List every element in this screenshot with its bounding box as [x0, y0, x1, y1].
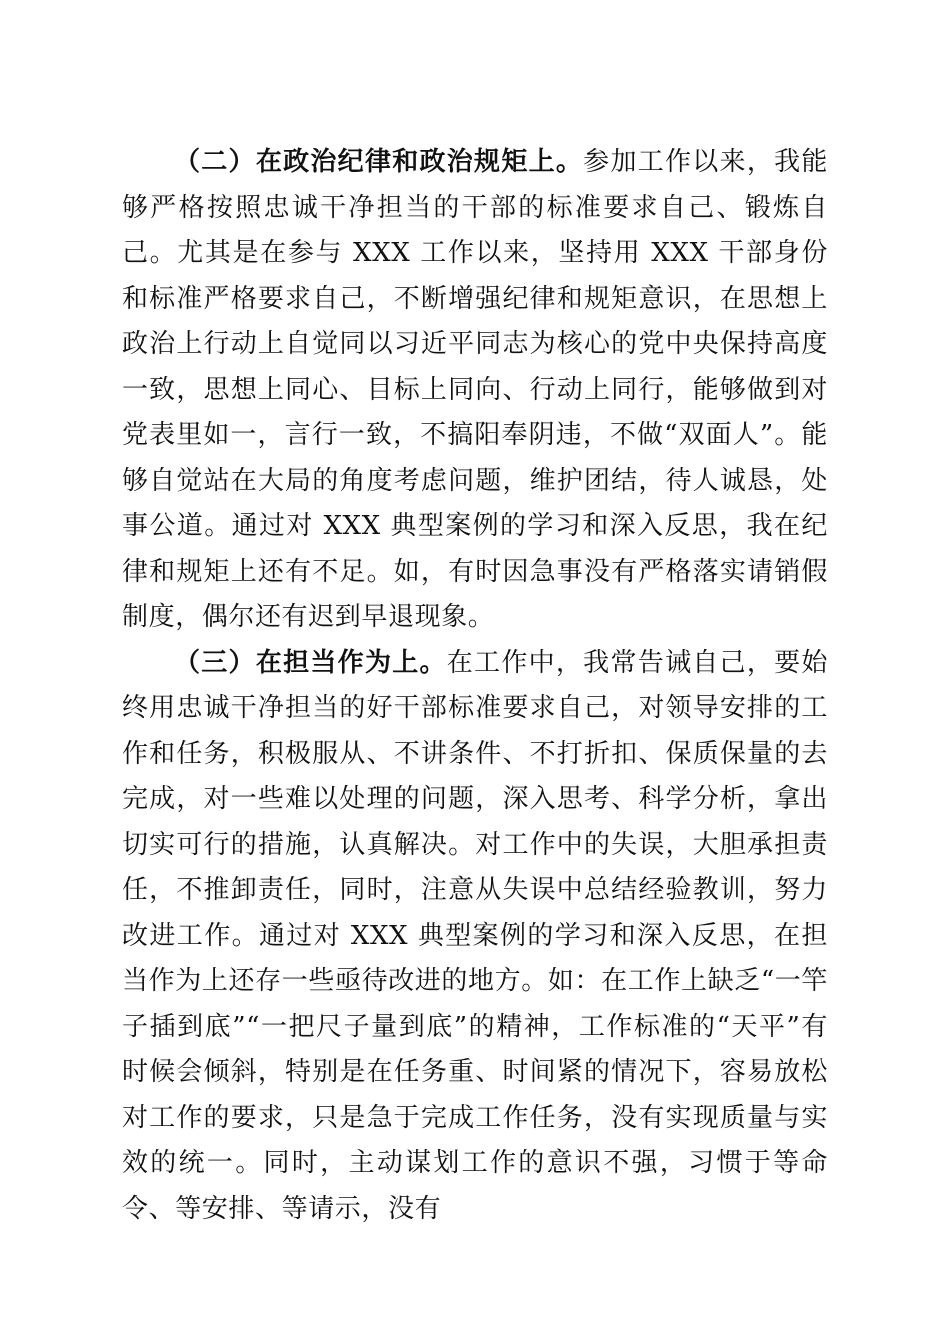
paragraph-text: 在工作中，我常告诫自己，要始终用忠诚干净担当的好干部标准要求自己，对领导安排的工作和任务，积极服从、不讲条件、不打折扣、保质保量的去完成，对一些难以处理的问题，深入思考、科学分析，拿出切实可行的措施，认真解决。对工作中的失误，大胆承担责任，不推卸责任，同时，注意从失误中总结经验教训，努力改进工作。通过对 XXX 典型案例的学习和深入反思，在担当作为上还存一些亟待改进的地方。如：在工作上缺乏“一竿子插到底”“一把尺子量到底”的精神，工作标准的“天平”有时候会倾斜，特别是在任务重、时间紧的情况下，容易放松对工作的要求，只是急于完成工作任务，没有实现质量与实效的统一。同时，主动谋划工作的意识不强，习惯于等命令、等安排、等请示，没有	[122, 647, 828, 1224]
document-body	[122, 140, 828, 1232]
paragraph-responsibility	[122, 641, 828, 1233]
paragraph-text: 参加工作以来，我能够严格按照忠诚干净担当的干部的标准要求自己、锻炼自己。尤其是在参与 XXX 工作以来，坚持用 XXX 干部身份和标准严格要求自己，不断增强纪律和规矩意识，在思想上政治上行动上自觉同以习近平同志为核心的党中央保持高度一致，思想上同心、目标上同向、行动上同行，能够做到对党表里如一，言行一致，不搞阳奉阴违，不做“双面人”。能够自觉站在大局的角度考虑问题，维护团结，待人诚恳，处事公道。通过对 XXX 典型案例的学习和深入反思，我在纪律和规矩上还有不足。如，有时因急事没有严格落实请销假制度，偶尔还有迟到早退现象。	[122, 147, 828, 632]
paragraph-heading: （二）在政治纪律和政治规矩上。	[174, 147, 584, 177]
paragraph-political-discipline	[122, 140, 828, 641]
paragraph-heading: （三）在担当作为上。	[174, 647, 447, 678]
